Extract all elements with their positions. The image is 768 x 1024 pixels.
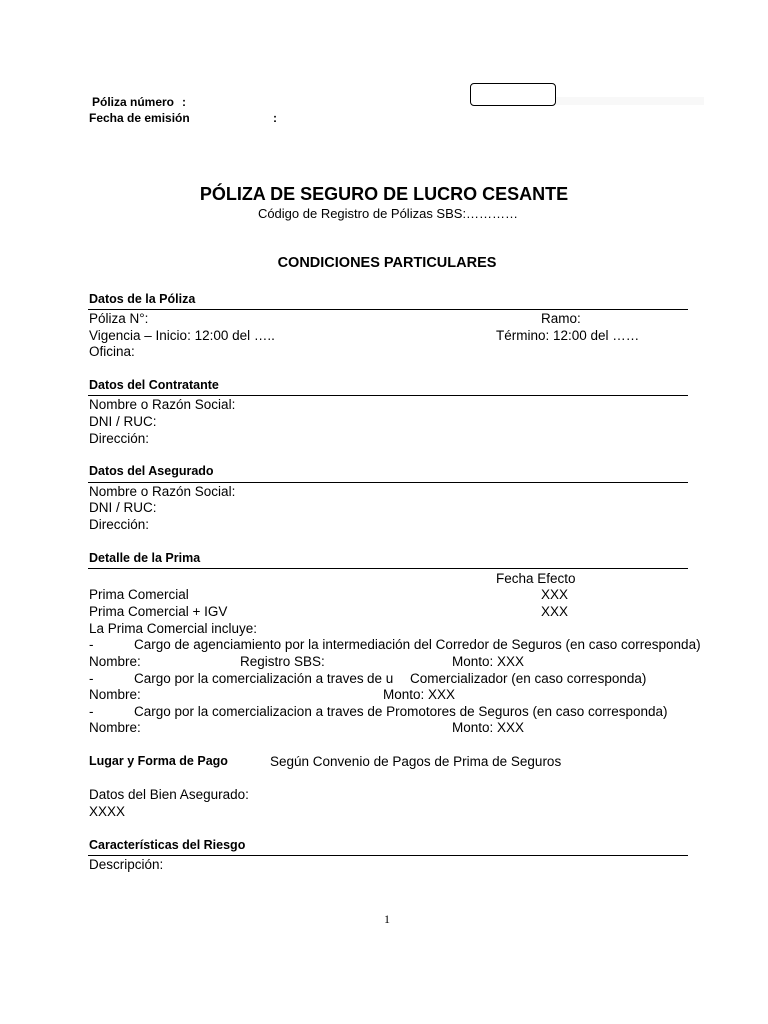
section-rule bbox=[88, 309, 688, 310]
corredor-monto: Monto: XXX bbox=[452, 654, 525, 669]
section-title: CONDICIONES PARTICULARES bbox=[277, 255, 497, 271]
promotores-monto: Monto: XXX bbox=[452, 720, 525, 735]
registro-sbs-label: Registro SBS: bbox=[240, 654, 325, 669]
fecha-emision-colon: : bbox=[273, 111, 277, 125]
contratante-direccion-label: Dirección: bbox=[89, 431, 150, 446]
riesgo-heading: Características del Riesgo bbox=[89, 838, 246, 852]
bien-asegurado-label: Datos del Bien Asegurado: bbox=[89, 787, 249, 802]
datos-contratante-heading: Datos del Contratante bbox=[89, 378, 219, 392]
riesgo-descripcion-label: Descripción: bbox=[89, 857, 164, 872]
contratante-nombre-label: Nombre o Razón Social: bbox=[89, 397, 236, 412]
cargo-corredor-text: Cargo de agenciamiento por la intermediación del Corredor de Seguros (en caso corresponda) bbox=[134, 637, 701, 652]
fecha-efecto-label: Fecha Efecto bbox=[496, 571, 576, 586]
asegurado-dni-label: DNI / RUC: bbox=[89, 500, 157, 515]
lugar-pago-value: Según Convenio de Pagos de Prima de Seguros bbox=[270, 754, 562, 769]
document-title: PÓLIZA DE SEGURO DE LUCRO CESANTE bbox=[199, 184, 569, 204]
comercializador-nombre-label: Nombre: bbox=[89, 687, 141, 702]
asegurado-nombre-label: Nombre o Razón Social: bbox=[89, 484, 236, 499]
cargo-promotores-text: Cargo por la comercializacion a traves de Promotores de Seguros (en caso corresponda) bbox=[134, 704, 668, 719]
document-subtitle: Código de Registro de Pólizas SBS:………… bbox=[257, 206, 519, 221]
section-rule bbox=[88, 482, 688, 483]
list-dash: - bbox=[89, 704, 94, 719]
prima-igv-value: XXX bbox=[541, 604, 569, 619]
list-dash: - bbox=[89, 637, 94, 652]
datos-poliza-heading: Datos de la Póliza bbox=[89, 292, 196, 306]
prima-igv-label: Prima Comercial + IGV bbox=[89, 604, 228, 619]
termino-label: Término: 12:00 del …… bbox=[496, 328, 640, 343]
poliza-number-box-shadow bbox=[556, 97, 704, 105]
datos-asegurado-heading: Datos del Asegurado bbox=[89, 464, 214, 478]
lugar-pago-label: Lugar y Forma de Pago bbox=[89, 754, 228, 768]
prima-comercial-value: XXX bbox=[541, 587, 569, 602]
comercializador-monto: Monto: XXX bbox=[383, 687, 456, 702]
ramo-label: Ramo: bbox=[541, 311, 581, 326]
contratante-dni-label: DNI / RUC: bbox=[89, 414, 157, 429]
poliza-numero-label: Póliza número bbox=[92, 95, 175, 109]
promotores-nombre-label: Nombre: bbox=[89, 720, 141, 735]
list-dash: - bbox=[89, 671, 94, 686]
prima-comercial-label: Prima Comercial bbox=[89, 587, 189, 602]
vigencia-label: Vigencia – Inicio: 12:00 del ….. bbox=[89, 328, 275, 343]
cargo-comercializador-text: Cargo por la comercialización a traves bbox=[134, 671, 364, 686]
asegurado-direccion-label: Dirección: bbox=[89, 517, 150, 532]
prima-incluye-label: La Prima Comercial incluye: bbox=[89, 621, 258, 636]
section-rule bbox=[88, 568, 688, 569]
poliza-n-label: Póliza N°: bbox=[89, 311, 149, 326]
corredor-nombre-label: Nombre: bbox=[89, 654, 141, 669]
page-number: 1 bbox=[384, 912, 390, 926]
bien-asegurado-value: XXXX bbox=[89, 804, 126, 819]
cargo-comercializador-text: Comercializador (en caso corresponda) bbox=[410, 671, 647, 686]
section-rule bbox=[88, 395, 688, 396]
section-rule bbox=[88, 855, 688, 856]
poliza-numero-colon: : bbox=[182, 95, 186, 109]
poliza-number-box bbox=[470, 83, 556, 106]
oficina-label: Oficina: bbox=[89, 344, 135, 359]
cargo-comercializador-text: de u bbox=[367, 671, 394, 686]
detalle-prima-heading: Detalle de la Prima bbox=[89, 551, 201, 565]
fecha-emision-label: Fecha de emisión bbox=[89, 111, 190, 125]
